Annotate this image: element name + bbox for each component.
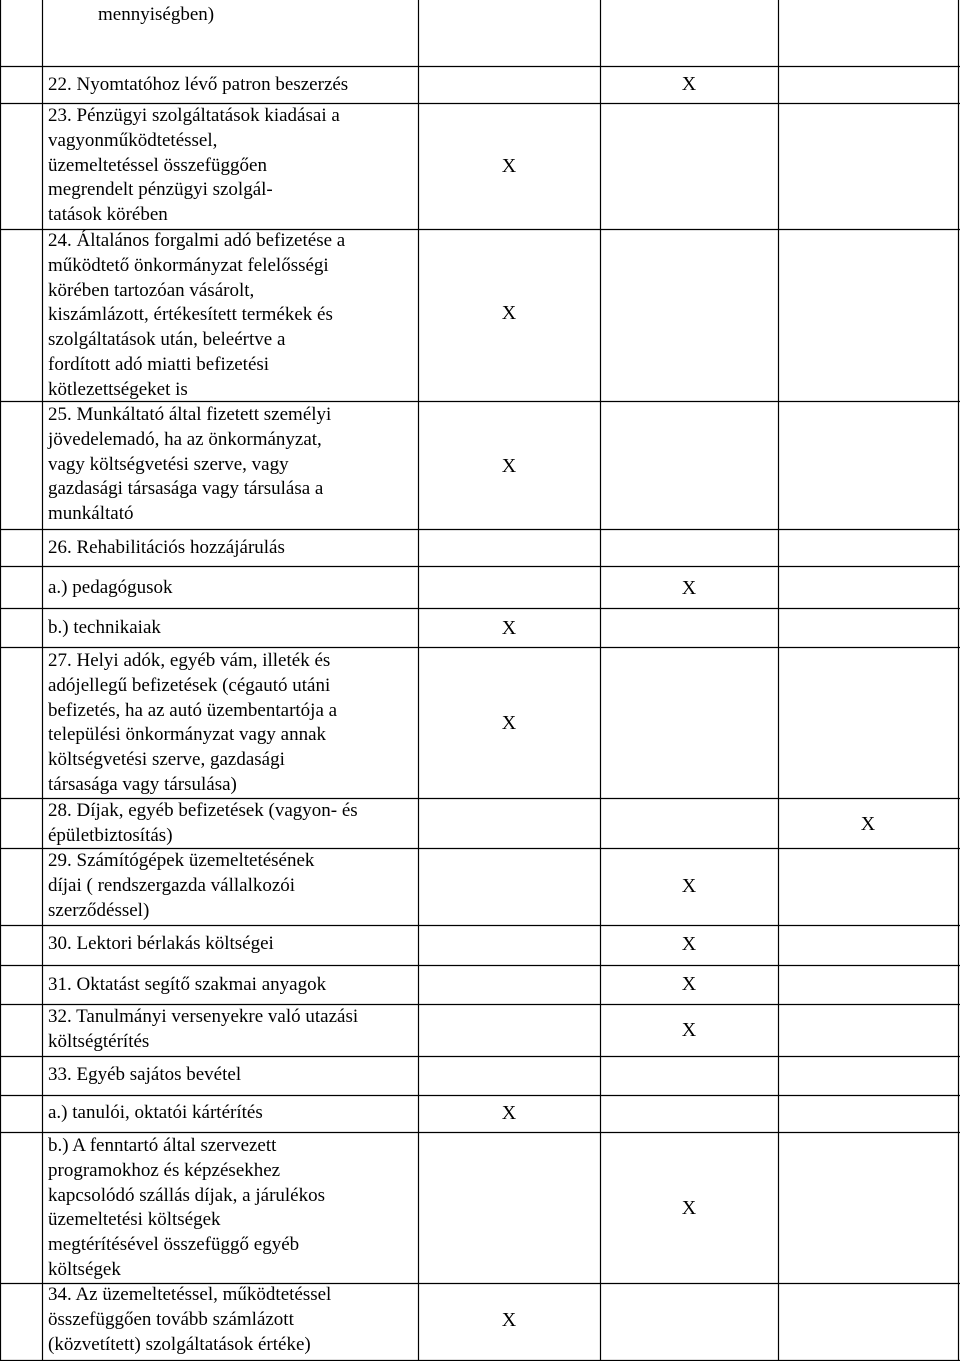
- check-mark: X: [501, 455, 517, 477]
- row-text-line: megrendelt pénzügyi szolgál-: [48, 179, 273, 201]
- row-text-line: fordított adó miatti befizetési: [48, 354, 270, 375]
- row-text-line: b.) technikaiak: [48, 617, 161, 638]
- check-mark: X: [860, 813, 876, 835]
- row-text-line: jövedelemadó, ha az önkormányzat,: [48, 428, 322, 450]
- row-text-line: üzemeltetési költségek: [48, 1209, 221, 1231]
- row-text-line: összefüggően tovább számlázott: [48, 1308, 294, 1330]
- check-mark: X: [501, 155, 517, 177]
- row-text-line: (közvetített) szolgáltatások értéke): [48, 1333, 311, 1355]
- row-text-line: a.) tanulói, oktatói kártérítés: [48, 1102, 263, 1123]
- check-mark: X: [501, 617, 517, 639]
- check-mark: X: [681, 1019, 697, 1041]
- row-text-line: 34. Az üzemeltetéssel, működtetéssel: [48, 1284, 332, 1305]
- check-mark: X: [681, 1197, 697, 1219]
- row-text-line: programokhoz és képzésekhez: [48, 1159, 281, 1181]
- row-text-line: díjai ( rendszergazda vállalkozói: [48, 874, 296, 896]
- check-mark: X: [681, 973, 697, 995]
- check-mark: X: [501, 302, 517, 324]
- row-text-line: tatások körében: [48, 204, 168, 226]
- row-text-line: 30. Lektori bérlakás költségei: [48, 933, 274, 954]
- row-text-line: társasága vagy társulása): [48, 774, 237, 795]
- row-text-line: költségek: [48, 1259, 121, 1280]
- row-text-line: munkáltató: [48, 503, 134, 525]
- check-mark: X: [501, 1309, 517, 1331]
- row-text-line: 28. Díjak, egyéb befizetések (vagyon- és: [48, 800, 358, 821]
- row-text-line: 32. Tanulmányi versenyekre való utazási: [48, 1006, 359, 1027]
- row-text-line: költségtérítés: [48, 1030, 150, 1052]
- row-text-line: gazdasági társasága vagy társulása a: [48, 478, 324, 500]
- row-text-line: vagy költségvetési szerve, vagy: [48, 453, 289, 475]
- row-text-line: működtető önkormányzat felelősségi: [48, 254, 329, 276]
- check-mark: X: [681, 875, 697, 897]
- row-text-line: kötlezettségeket is: [48, 378, 188, 400]
- row-text-line: kapcsolódó szállás díjak, a járulékos: [48, 1184, 326, 1206]
- row-text-line: körében tartozóan vásárolt,: [48, 279, 255, 301]
- check-mark: X: [681, 73, 697, 95]
- check-mark: X: [501, 712, 517, 734]
- row-text-line: települési önkormányzat vagy annak: [48, 724, 327, 746]
- row-text-line: befizetés, ha az autó üzembentartója a: [48, 699, 338, 721]
- row-text-line: b.) A fenntartó által szervezett: [48, 1135, 277, 1156]
- row-text-line: 26. Rehabilitációs hozzájárulás: [48, 537, 285, 558]
- row-text-line: 22. Nyomtatóhoz lévő patron beszerzés: [48, 74, 349, 95]
- row-text-line: 24. Általános forgalmi adó befizetése a: [48, 230, 346, 251]
- row-text-line: 25. Munkáltató által fizetett személyi: [48, 404, 332, 425]
- row-text-line: 33. Egyéb sajátos bevétel: [48, 1064, 242, 1085]
- row-text-line: a.) pedagógusok: [48, 577, 173, 598]
- row-text-line: megtérítésével összefüggő egyéb: [48, 1234, 300, 1256]
- row-text-line: mennyiségben): [98, 4, 215, 25]
- row-text-line: adójellegű befizetések (cégautó utáni: [48, 674, 331, 696]
- row-text-line: szerződéssel): [48, 899, 150, 921]
- row-text-line: 23. Pénzügyi szolgáltatások kiadásai a: [48, 105, 340, 126]
- row-text-line: épületbiztosítás): [48, 824, 173, 846]
- check-mark: X: [501, 1102, 517, 1124]
- row-text-line: 31. Oktatást segítő szakmai anyagok: [48, 974, 327, 995]
- row-text-line: vagyonműködtetéssel,: [48, 129, 218, 151]
- row-text-line: 27. Helyi adók, egyéb vám, illeték és: [48, 650, 331, 671]
- row-text-line: üzemeltetéssel összefüggően: [48, 154, 267, 176]
- check-mark: X: [681, 933, 697, 955]
- row-text-line: 29. Számítógépek üzemeltetésének: [48, 850, 315, 871]
- check-mark: X: [681, 577, 697, 599]
- row-text-line: költségvetési szerve, gazdasági: [48, 749, 285, 771]
- row-text-line: kiszámlázott, értékesített termékek és: [48, 304, 333, 326]
- row-text-line: szolgáltatások után, beleértve a: [48, 329, 286, 351]
